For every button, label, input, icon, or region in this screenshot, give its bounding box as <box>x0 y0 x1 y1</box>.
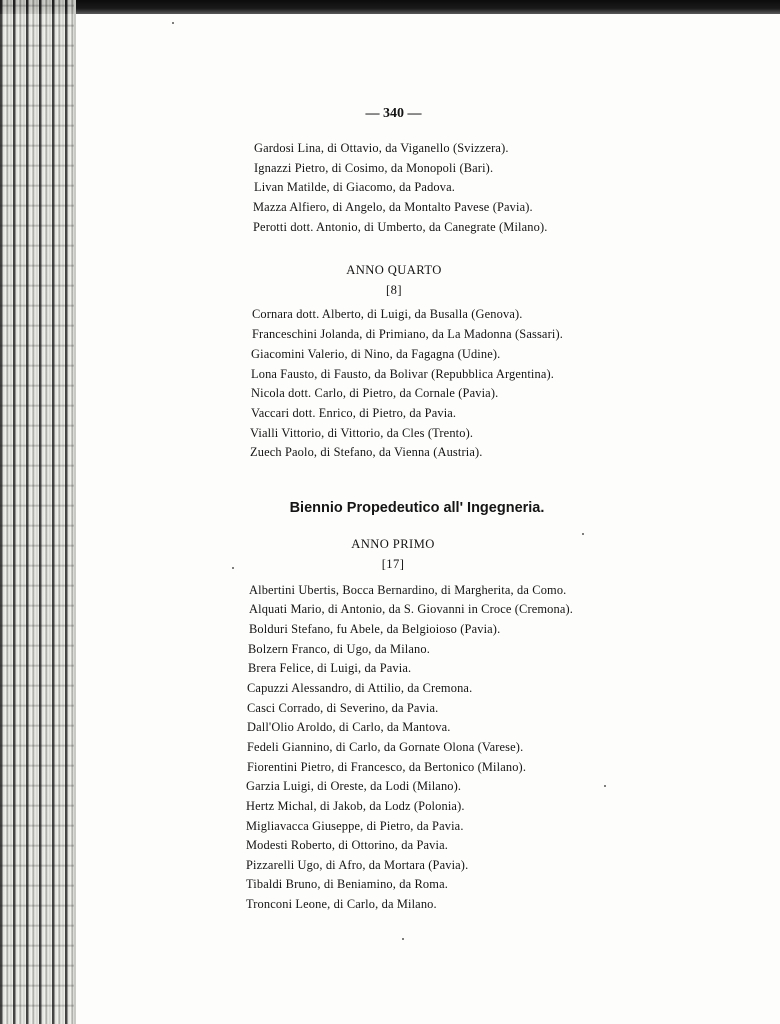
scan-speck <box>604 785 606 787</box>
list-item: Pizzarelli Ugo, di Afro, da Mortara (Pavia). <box>246 858 469 872</box>
list-item: Alquati Mario, di Antonio, da S. Giovanni in Croce (Cremona). <box>249 602 574 616</box>
anno-primo-heading: ANNO PRIMO <box>351 537 435 551</box>
list-item: Casci Corrado, di Severino, da Pavia. <box>247 701 439 715</box>
list-item: Bolduri Stefano, fu Abele, da Belgioioso (Pavia). <box>249 622 501 636</box>
page-number <box>0 106 780 122</box>
list-item: Tronconi Leone, di Carlo, da Milano. <box>246 897 437 911</box>
list-item: Albertini Ubertis, Bocca Bernardino, di Margherita, da Como. <box>249 583 567 597</box>
anno-quarto-heading: ANNO QUARTO <box>346 263 442 277</box>
list-item: Bolzern Franco, di Ugo, da Milano. <box>248 642 430 656</box>
section-title: Biennio Propedeutico all' Ingegneria. <box>289 500 545 516</box>
scan-speck <box>582 533 584 535</box>
list-item: Tibaldi Bruno, di Beniamino, da Roma. <box>246 877 448 891</box>
list-item: Ignazzi Pietro, di Cosimo, da Monopoli (Bari). <box>254 161 494 175</box>
list-item: Migliavacca Giuseppe, di Pietro, da Pavia. <box>246 819 464 833</box>
list-item: Cornara dott. Alberto, di Luigi, da Busalla (Genova). <box>252 307 523 321</box>
list-item: Hertz Michal, di Jakob, da Lodz (Polonia). <box>246 799 465 813</box>
list-item: Livan Matilde, di Giacomo, da Padova. <box>254 180 455 194</box>
list-item: Brera Felice, di Luigi, da Pavia. <box>248 661 412 675</box>
list-item: Vialli Vittorio, di Vittorio, da Cles (Trento). <box>250 426 474 440</box>
scan-speck <box>172 22 174 24</box>
anno-primo-count: [17] <box>381 557 405 571</box>
list-item: Giacomini Valerio, di Nino, da Fagagna (Udine). <box>251 347 501 361</box>
list-item: Vaccari dott. Enrico, di Pietro, da Pavia. <box>251 406 457 420</box>
list-item: Fedeli Giannino, di Carlo, da Gornate Olona (Varese). <box>247 740 524 754</box>
list-item: Nicola dott. Carlo, di Pietro, da Cornale (Pavia). <box>251 386 499 400</box>
list-item: Modesti Roberto, di Ottorino, da Pavia. <box>246 838 449 852</box>
list-item: Perotti dott. Antonio, di Umberto, da Canegrate (Milano). <box>253 220 548 234</box>
list-item: Franceschini Jolanda, di Primiano, da La Madonna (Sassari). <box>252 327 563 341</box>
list-item: Dall'Olio Aroldo, di Carlo, da Mantova. <box>247 720 451 734</box>
list-item: Lona Fausto, di Fausto, da Bolivar (Repubblica Argentina). <box>251 367 555 381</box>
scan-speck <box>232 567 234 569</box>
list-item: Mazza Alfiero, di Angelo, da Montalto Pavese (Pavia). <box>253 200 533 214</box>
scan-speck <box>402 938 404 940</box>
list-item: Capuzzi Alessandro, di Attilio, da Cremona. <box>247 681 473 695</box>
anno-quarto-count: [8] <box>386 283 402 297</box>
list-item: Gardosi Lina, di Ottavio, da Viganello (Svizzera). <box>254 141 509 155</box>
list-item: Zuech Paolo, di Stefano, da Vienna (Austria). <box>250 445 483 459</box>
page-number-text: — 340 — <box>365 106 422 121</box>
list-item: Garzia Luigi, di Oreste, da Lodi (Milano). <box>246 779 462 793</box>
scan-top-edge <box>0 0 780 14</box>
list-item: Fiorentini Pietro, di Francesco, da Bertonico (Milano). <box>247 760 527 774</box>
